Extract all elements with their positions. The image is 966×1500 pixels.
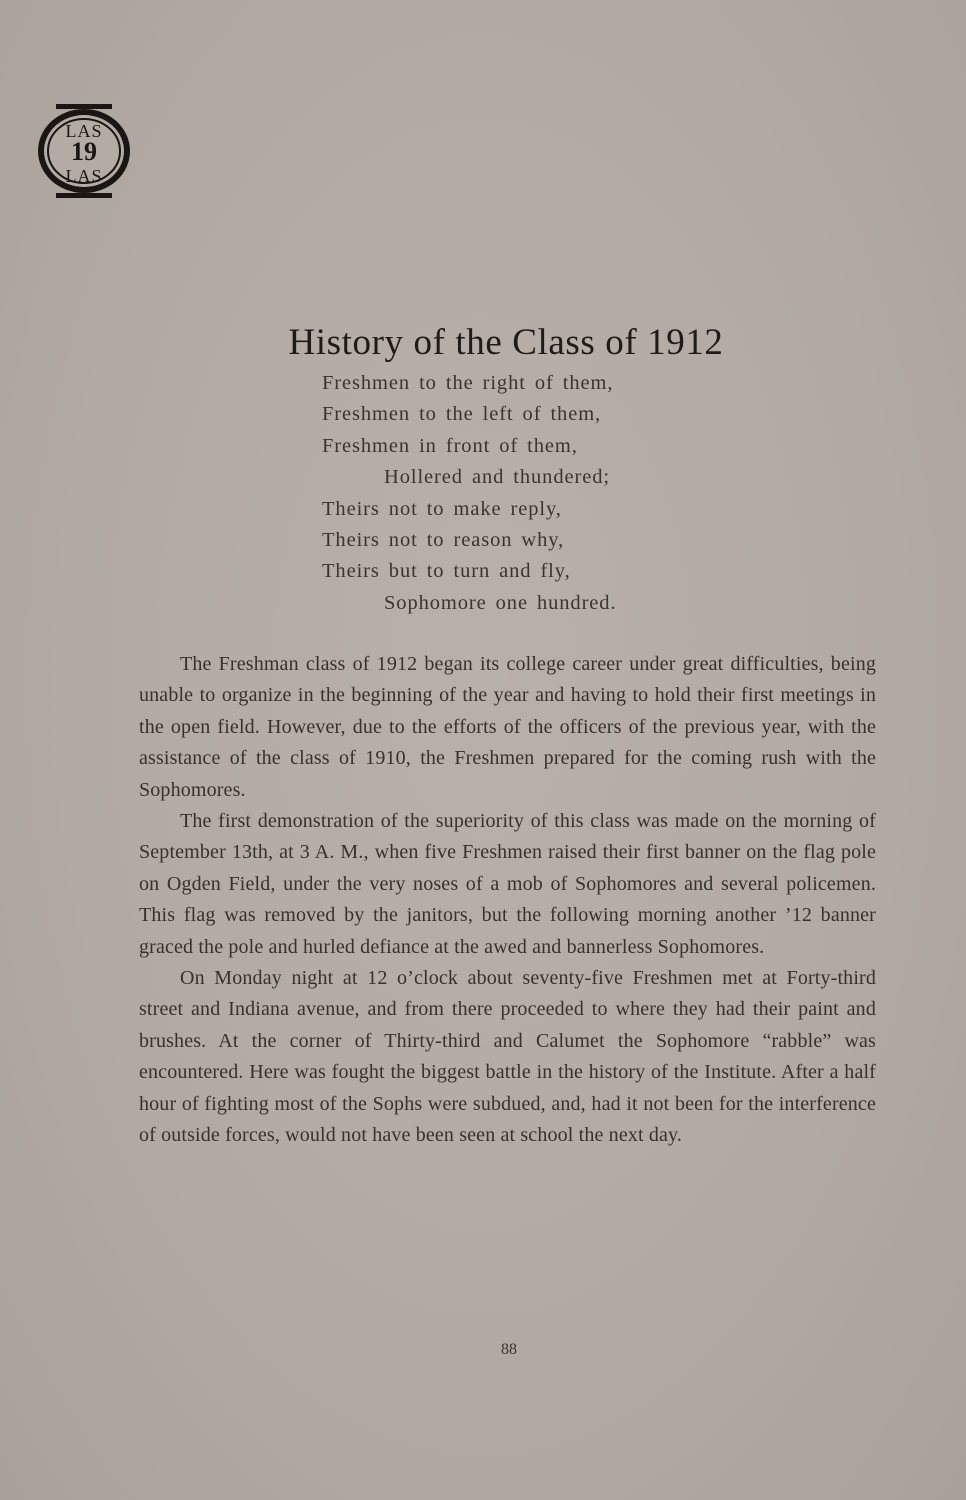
body-text xyxy=(139,649,876,1152)
poem-line: Theirs not to make reply, xyxy=(322,497,562,520)
poem-stanza xyxy=(322,368,616,619)
poem-line: Hollered and thundered; xyxy=(384,466,610,489)
paragraph: The first demonstration of the superiority of this class was made on the morning of September 13th, at 3 A. M., when five Freshmen raised their first banner on the flag pole on Ogden Field, under the very noses of a mob of Sophomores and several policemen. This flag was removed by the janitors, but the following morning another ’12 banner graced the pole and hurled defiance at the awed and bannerless Sophomores. xyxy=(139,810,876,958)
page-title: History of the Class of 1912 xyxy=(288,321,724,363)
poem-line: Theirs but to turn and fly, xyxy=(322,560,571,583)
poem-line: Sophomore one hundred. xyxy=(384,591,617,614)
poem-line: Freshmen in front of them, xyxy=(322,434,578,457)
emblem-graphic xyxy=(36,104,132,198)
svg-text:LAS: LAS xyxy=(65,121,103,141)
paragraph: The Freshman class of 1912 began its college career under great difficulties, being unable to organize in the beginning of the year and having to hold their first meetings in the open field. However, due to the efforts of the officers of the previous year, with the assistance of the class of 1910, the Freshmen prepared for the coming rush with the Sophomores. xyxy=(139,653,876,801)
svg-text:LAS: LAS xyxy=(65,166,103,186)
class-monogram-emblem-icon xyxy=(36,104,132,198)
poem-line: Theirs not to reason why, xyxy=(322,528,565,551)
paragraph: On Monday night at 12 o’clock about seventy-five Freshmen met at Forty-third street and Indiana avenue, and from there proceeded to where they had their paint and brushes. At the corner of Thirty-third and Calumet the Sophomore “rabble” was encountered. Here was fought the biggest battle in the history of the Institute. After a half hour of fighting most of the Sophs were subdued, and, had it not been for the interference of outside forces, would not have been seen at school the next day. xyxy=(139,967,876,1147)
poem-line: Freshmen to the left of them, xyxy=(322,403,602,426)
poem-line: Freshmen to the right of them, xyxy=(322,372,614,394)
svg-text:19: 19 xyxy=(71,137,97,166)
page-number: 88 xyxy=(501,1341,517,1358)
